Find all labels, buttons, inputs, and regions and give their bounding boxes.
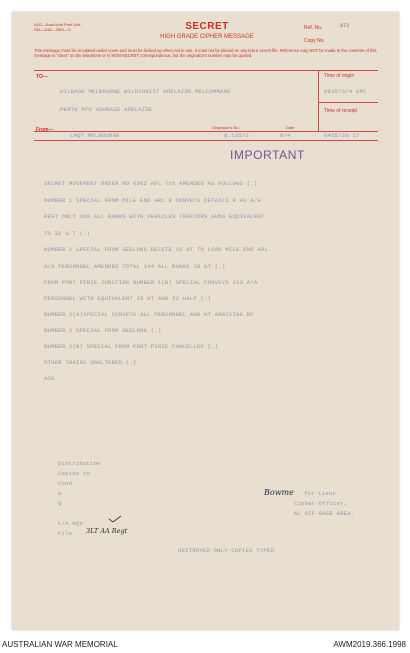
distribution-handwritten-note: 3LT AA Regt	[86, 527, 128, 535]
body-line-2: NUMBER 1 SPECIAL FROM MILE END ARL 8 CONVEYS DETAILS 8 AS A/A	[44, 197, 261, 204]
divider-to-top	[34, 70, 378, 71]
to-address-line-2: PERTH MTD ADWBASE ADELAIDE	[60, 106, 153, 113]
body-line-10: NUMBER 2 SPECIAL FROM GEELONG (.)	[44, 327, 162, 334]
ref-no-label: Ref. No.	[304, 25, 323, 31]
divider-from-bottom	[34, 140, 378, 141]
time-of-receipt-label: Time of receipt	[324, 108, 357, 114]
distribution-line-3: Cond	[58, 480, 73, 487]
signature-line-2: Cipher Officer,	[294, 500, 348, 507]
from-label: From—	[36, 127, 54, 133]
body-line-12: OTHER TRAINS UNALTERED (.)	[44, 359, 137, 366]
originator-no-value: Q.13572	[224, 132, 249, 139]
message-form-sheet	[12, 12, 399, 630]
printer-note	[34, 22, 114, 32]
copy-no-label: Copy No.	[304, 38, 325, 44]
divider-time-receipt	[318, 102, 378, 103]
from-value: LHQT MELBOURNE	[70, 132, 120, 139]
originator-no-label: Originator's No.	[212, 125, 240, 130]
body-line-5: NUMBER 2 SPECIAL FROM GEELONG DELETE 18 HT TO LOAD MILE END ARL	[44, 246, 269, 253]
body-line-1: SECRET MOVEMENT ORDER NO 6362 APL 7th AMENDED AS FOLLOWS (.)	[44, 180, 258, 187]
distribution-line-5: Q	[58, 500, 62, 507]
distribution-line-1: Distribution	[58, 460, 101, 467]
ref-no-value: 973	[340, 23, 350, 29]
body-line-6: A/A PERSONNEL AMENDED TOTAL 144 ALL RANKS 18 GT (.)	[44, 263, 226, 270]
body-line-3: REGT ONLY 160 ALL RANKS WITH VEHICLES TRACTORS GUNS EQUIVALENT	[44, 213, 265, 220]
to-address-line-1: HILBASE MELBOURNE WILDCHRIST ADELAIDE MELCOMMAND	[60, 88, 231, 95]
date-label: Date	[286, 125, 295, 130]
body-line-13: ACK	[44, 375, 55, 382]
destroyed-copies-line: DESTROYED ONLY COPIES TYPED	[178, 547, 275, 554]
divider-time-column	[318, 70, 319, 131]
distribution-line-7: L/A HQs	[58, 520, 83, 527]
body-line-8: PERSONNEL WITH EQUIVALENT 18 HT AND 22 HALF (.)	[44, 295, 212, 302]
form-title: SECRET	[185, 21, 229, 32]
form-subtitle: HIGH GRADE CIPHER MESSAGE	[160, 34, 254, 40]
caption-bar	[0, 636, 410, 653]
distribution-line-2: Copies to	[58, 470, 91, 477]
caption-institution: AUSTRALIAN WAR MEMORIAL	[2, 640, 118, 649]
time-of-origin-value: 0835/9/4 GMT	[324, 88, 367, 95]
body-line-11: NUMBER 2(B) SPECIAL FROM PORT PIRIE CANCELLED (.)	[44, 343, 219, 350]
body-line-7: FROM PORT PIRIE JUNCTION NUMBER 1(B) SPECIAL CONVEYS 113 A/A	[44, 279, 258, 286]
check-mark-icon	[108, 515, 122, 523]
signature-line-1: for Lieut.	[304, 490, 340, 497]
printer-note-line-1: A0G—Aust Mob Print Unit	[34, 22, 81, 27]
signature-line-3: WL AIF BASE AREA.	[294, 510, 355, 517]
important-stamp: IMPORTANT	[230, 148, 305, 162]
printer-note-line-2: SM—4/45—35M—O	[34, 27, 71, 32]
handling-notice: This message must be circulated under cover and must be locked up when not in use. It must not be placed on any lost a secret file. Reference may NOT be made to the contents of this message in "clear" on the telephone or in NON-SECRET correspondence, but the originator's number may be quoted.	[34, 48, 377, 59]
body-line-4: TO 32 G T (.)	[44, 230, 91, 237]
distribution-line-8: File	[58, 530, 73, 537]
distribution-line-4: G	[58, 490, 62, 497]
caption-accession-number: AWM2019.366.1998	[333, 640, 406, 649]
to-label: TO—	[36, 74, 48, 80]
signature-handwritten: Bowme	[264, 488, 294, 497]
time-of-origin-label: Time of origin	[324, 73, 355, 79]
body-line-9: NUMBER 2(A)SPECIAL CONVEYS ALL PERSONNEL AND HT ARRIVING BY	[44, 311, 254, 318]
date-value: 9/4	[280, 132, 291, 139]
date-time-value: 0455/20 17	[324, 132, 360, 139]
